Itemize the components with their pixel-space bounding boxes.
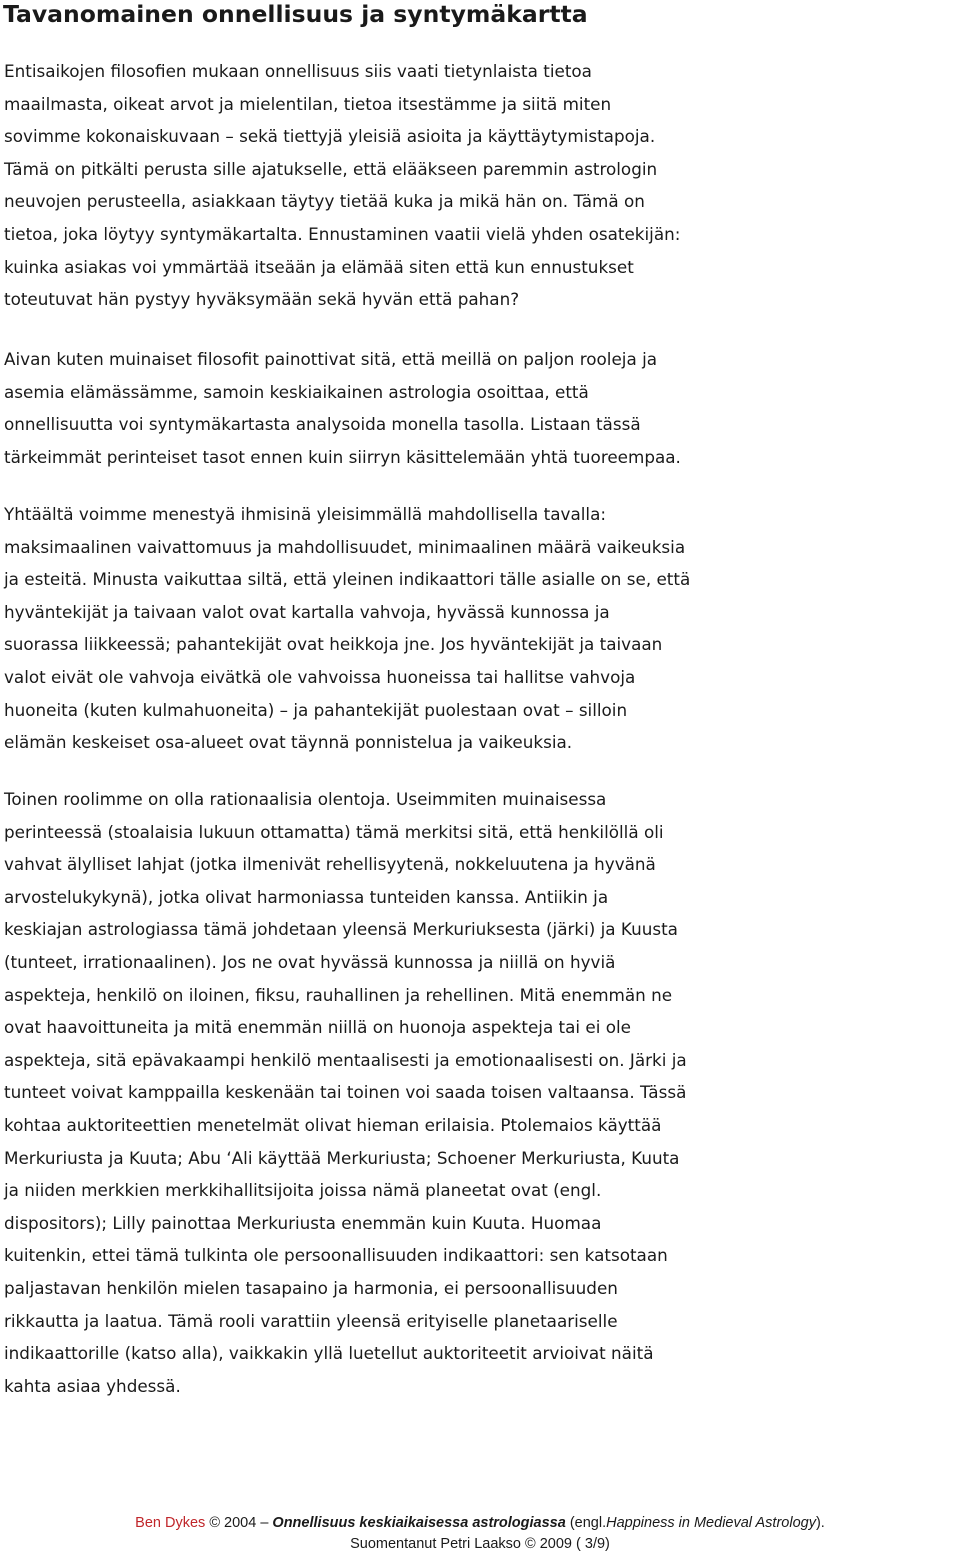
paragraph-line: huoneita (kuten kulmahuoneita) – ja pahantekijät puolestaan ovat – silloin <box>4 699 628 720</box>
paragraph-line: asemia elämässämme, samoin keskiaikainen astrologia osoittaa, että <box>4 381 589 402</box>
footer-engl-suffix: ). <box>815 1515 825 1531</box>
footer-author: Ben Dykes <box>135 1515 206 1531</box>
paragraph-line: hyväntekijät ja taivaan valot ovat kartalla vahvoja, hyvässä kunnossa ja <box>4 601 610 622</box>
paragraph-line: sovimme kokonaiskuvaan – sekä tiettyjä yleisiä asioita ja käyttäytymistapoja. <box>4 126 656 147</box>
paragraph-line: maksimaalinen vaivattomuus ja mahdollisuudet, minimaalinen määrä vaikeuksia <box>4 536 686 557</box>
paragraph-line: valot eivät ole vahvoja eivätkä ole vahvoissa huoneissa tai hallitse vahvoja <box>4 666 636 687</box>
paragraph-line: Toinen roolimme on olla rationaalisia olentoja. Useimmiten muinaisessa <box>4 789 607 809</box>
paragraph-line: ovat haavoittuneita ja mitä enemmän niillä on huonoja aspekteja tai ei ole <box>4 1017 631 1038</box>
paragraph-line: aspekteja, sitä epävakaampi henkilö mentaalisesti ja emotionaalisesti on. Järki ja <box>4 1049 687 1070</box>
paragraph-line: indikaattorille (katso alla), vaikkakin yllä luetellut auktoriteetit arvioivat näitä <box>4 1343 654 1364</box>
paragraph-line: tärkeimmät perinteiset tasot ennen kuin siirryn käsittelemään yhtä tuoreempaa. <box>4 446 681 467</box>
paragraph-line: rikkautta ja laatua. Tämä rooli varattiin yleensä erityiselle planetaariselle <box>4 1310 618 1331</box>
paragraph-line: paljastavan henkilön mielen tasapaino ja harmonia, ei persoonallisuuden <box>4 1277 618 1298</box>
paragraph-line: ja niiden merkkien merkkihallitsijoita joissa nämä planeetat ovat (engl. <box>4 1180 602 1201</box>
paragraph-line: tietoa, joka löytyy syntymäkartalta. Ennustaminen vaatii vielä yhden osatekijän: <box>4 223 681 244</box>
paragraph-1 <box>4 55 960 316</box>
footer-copyright: © 2004 – <box>209 1515 269 1531</box>
paragraph-line: Tämä on pitkälti perusta sille ajatukselle, että elääkseen paremmin astrologin <box>4 158 658 179</box>
paragraph-line: neuvojen perusteella, asiakkaan täytyy tietää kuka ja mikä hän on. Tämä on <box>4 191 645 212</box>
paragraph-line: kuitenkin, ettei tämä tulkinta ole persoonallisuuden indikaattori: sen katsotaan <box>4 1245 668 1266</box>
paragraph-line: arvostelukykynä), jotka olivat harmoniassa tunteiden kanssa. Antiikin ja <box>4 886 609 907</box>
paragraph-4 <box>4 783 960 1402</box>
paragraph-3 <box>4 498 960 759</box>
paragraph-line: ja esteitä. Minusta vaikuttaa siltä, että yleinen indikaattori tälle asialle on se, että <box>4 569 691 590</box>
document-title: Tavanomainen onnellisuus ja syntymäkartta <box>3 0 588 28</box>
paragraph-line: suorassa liikkeessä; pahantekijät ovat heikkoja jne. Jos hyväntekijät ja taivaan <box>4 634 663 655</box>
paragraph-line: onnellisuutta voi syntymäkartasta analysoida monella tasolla. Listaan tässä <box>4 414 641 435</box>
footer-engl-prefix: (engl. <box>569 1515 607 1531</box>
paragraph-line: Aivan kuten muinaiset filosofit painottivat sitä, että meillä on paljon rooleja ja <box>4 349 658 369</box>
paragraph-line: Yhtäältä voimme menestyä ihmisinä yleisimmällä mahdollisella tavalla: <box>4 504 607 524</box>
footer-translator: Suomentanut Petri Laakso © 2009 ( 3/9) <box>350 1536 610 1552</box>
paragraph-line: (tunteet, irrationaalinen). Jos ne ovat hyvässä kunnossa ja niillä on hyviä <box>4 951 616 972</box>
paragraph-line: keskiajan astrologiassa tämä johdetaan yleensä Merkuriuksesta (järki) ja Kuusta <box>4 919 678 940</box>
paragraph-line: dispositors); Lilly painottaa Merkuriusta enemmän kuin Kuuta. Huomaa <box>4 1212 602 1233</box>
paragraph-line: kahta asiaa yhdessä. <box>4 1375 181 1396</box>
paragraph-line: kohtaa auktoriteettien menetelmät olivat hieman erilaisia. Ptolemaios käyttää <box>4 1114 662 1135</box>
paragraph-line: aspekteja, henkilö on iloinen, fiksu, rauhallinen ja rehellinen. Mitä enemmän ne <box>4 984 673 1005</box>
paragraph-line: vahvat älylliset lahjat (jotka ilmenivät rehellisyytenä, nokkeluutena ja hyvänä <box>4 854 656 875</box>
paragraph-line: toteutuvat hän pystyy hyväksymään sekä hyvän että pahan? <box>4 289 520 310</box>
paragraph-line: kuinka asiakas voi ymmärtää itseään ja elämää siten että kun ennustukset <box>4 256 634 277</box>
paragraph-line: Entisaikojen filosofien mukaan onnellisuus siis vaati tietynlaista tietoa <box>4 61 592 81</box>
paragraph-line: tunteet voivat kamppailla keskenään tai toinen voi saada toisen valtaansa. Tässä <box>4 1082 687 1103</box>
paragraph-line: perinteessä (stoalaisia lukuun ottamatta) tämä merkitsi sitä, että henkilöllä oli <box>4 821 664 842</box>
paragraph-line: elämän keskeiset osa-alueet ovat täynnä ponnistelua ja vaikeuksia. <box>4 732 573 753</box>
footer-engl-title: Happiness in Medieval Astrology <box>606 1515 816 1531</box>
paragraph-line: Merkuriusta ja Kuuta; Abu ‘Ali käyttää Merkuriusta; Schoener Merkuriusta, Kuuta <box>4 1147 680 1168</box>
footer-book-title: Onnellisuus keskiaikaisessa astrologiassa <box>272 1515 566 1531</box>
paragraph-line: maailmasta, oikeat arvot ja mielentilan, tietoa itsestämme ja siitä miten <box>4 93 612 114</box>
paragraph-2 <box>4 343 960 473</box>
